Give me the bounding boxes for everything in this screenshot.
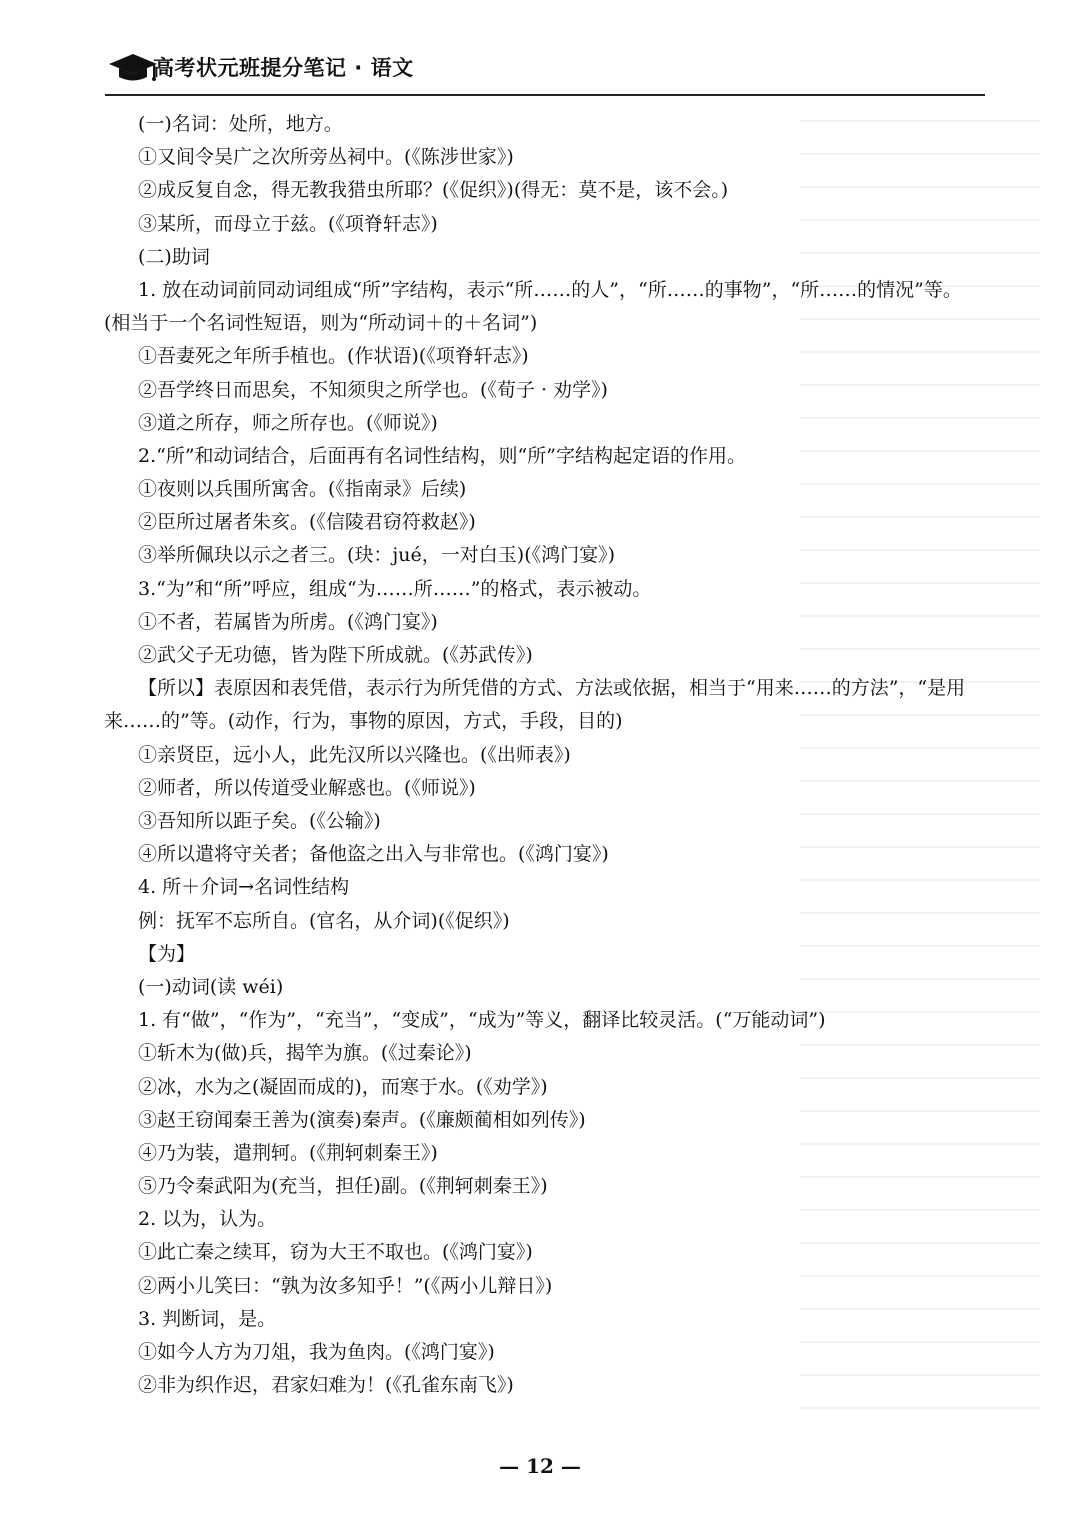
text-line: ①不者，若属皆为所虏。(《鸿门宴》) [138,610,438,633]
text-line: 1. 有“做”，“作为”，“充当”，“变成”，“成为”等义，翻译比较灵活。(“万能动词”) [138,1009,826,1032]
text-line: ③道之所存，师之所存也。(《师说》) [138,411,438,434]
text-line: 2.“所”和动词结合，后面再有名词性结构，则“所”字结构起定语的作用。 [138,444,746,467]
text-line: ②师者，所以传道受业解惑也。(《师说》) [138,776,476,799]
text-line: ①如今人方为刀俎，我为鱼肉。(《鸿门宴》) [138,1341,495,1363]
text-line: 【所以】表原因和表凭借，表示行为所凭借的方式、方法或依据，相当于“用来……的方法”，“是用来……的”等。(动作，行为，事物的原因，方式，手段，目的) [104,677,966,733]
book-title: 高考状元班提分笔记 · 语文 [153,56,414,80]
text-line: ①亲贤臣，远小人，此先汉所以兴隆也。(《出师表》) [138,743,571,766]
text-line: ②吾学终日而思矣，不知须臾之所学也。(《荀子 · 劝学》) [138,378,608,401]
text-line: ①夜则以兵围所寓舍。(《指南录》后续) [138,478,467,501]
text-line: ②臣所过屠者朱亥。(《信陵君窃符救赵》) [138,511,476,534]
text-line: ②冰，水为之(凝固而成的)，而寒于水。(《劝学》) [138,1075,548,1098]
text-line: ①吾妻死之年所手植也。(作状语)(《项脊轩志》) [138,345,529,368]
text-line: ④乃为装，遣荆轲。(《荆轲刺秦王》) [138,1141,438,1164]
text-line: 4. 所＋介词→名词性结构 [138,876,350,899]
text-line: ③吾知所以距子矣。(《公输》) [138,810,381,832]
text-line: ①此亡秦之续耳，窃为大王不取也。(《鸿门宴》) [138,1241,533,1264]
text-line: ④所以遣将守关者；备他盗之出入与非常也。(《鸿门宴》) [138,843,609,866]
text-line: ②武父子无功德，皆为陛下所成就。(《苏武传》) [138,644,533,667]
text-line: 3. 判断词，是。 [138,1307,277,1330]
text-line: (一)名词：处所，地方。 [138,113,343,135]
text-line: 1. 放在动词前同动词组成“所”字结构，表示“所……的人”，“所……的事物”，“所……的情况”等。(相当于一个名词性短语，则为“所动词＋的＋名词”) [104,278,962,335]
text-line: ③某所，而母立于兹。(《项脊轩志》) [138,212,438,235]
text-line: ①又间令吴广之次所旁丛祠中。(《陈涉世家》) [138,146,514,169]
text-line: ⑤乃令秦武阳为(充当，担任)副。(《荆轲刺秦王》) [138,1175,548,1198]
text-line: ②两小儿笑曰：“孰为汝多知乎！”(《两小儿辩日》) [138,1274,553,1297]
page-number: — 12 — [499,1454,581,1478]
page-body [104,108,984,1402]
text-line: ③举所佩玦以示之者三。(玦：jué，一对白玉)(《鸿门宴》) [138,544,616,567]
text-line: 2. 以为，认为。 [138,1208,277,1231]
graduation-cap-icon [107,50,159,84]
text-line: ②成反复自念，得无教我猎虫所耶？(《促织》)(得无：莫不是，该不会。) [138,179,729,202]
text-line: 【为】 [138,942,196,965]
text-line: 例：抚军不忘所自。(官名，从介词)(《促织》) [138,909,510,932]
text-line: (一)动词(读 wéi) [138,975,284,998]
text-line: 3.“为”和“所”呼应，组成“为……所……”的格式，表示被动。 [138,577,652,600]
text-line: ③赵王窃闻秦王善为(演奏)秦声。(《廉颇蔺相如列传》) [138,1108,586,1131]
text-line: (二)助词 [138,245,210,268]
header-divider [105,94,985,96]
page-header [105,44,985,98]
text-line: ②非为织作迟，君家妇难为！(《孔雀东南飞》) [138,1374,514,1397]
text-line: ①斩木为(做)兵，揭竿为旗。(《过秦论》) [138,1042,472,1065]
